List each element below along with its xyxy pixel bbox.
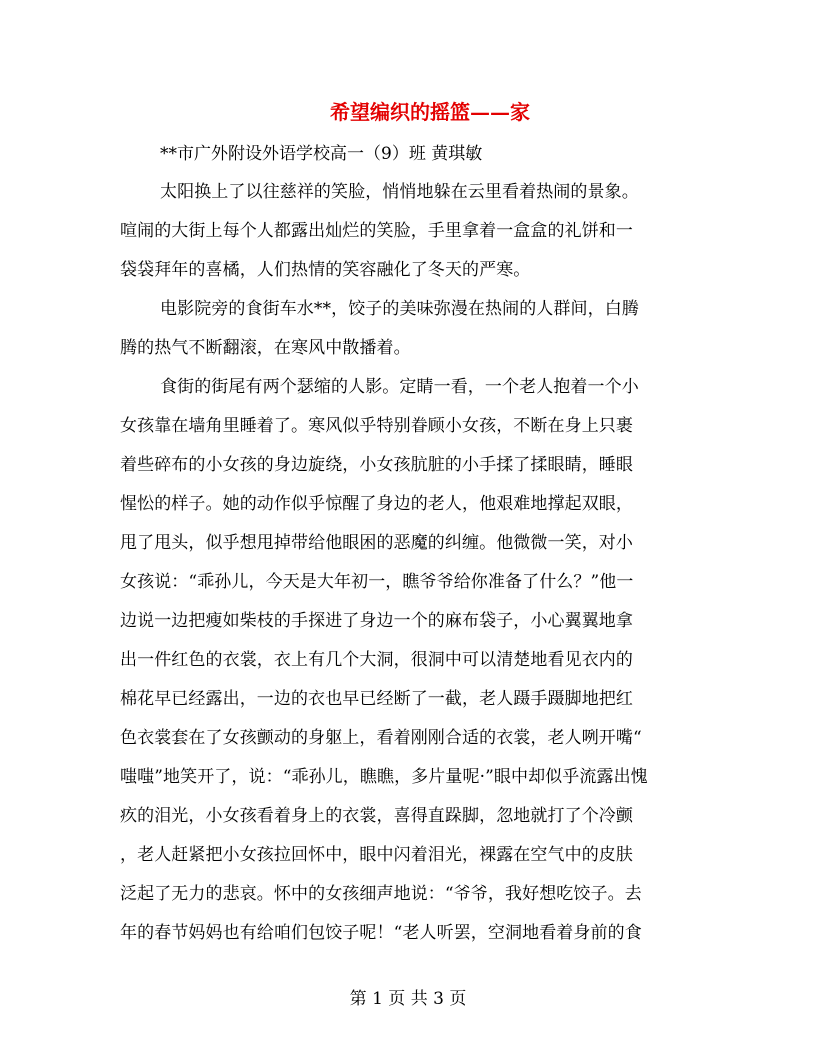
author-byline: **市广外附设外语学校高一（9）班 黄琪敏 [160,144,483,164]
paragraph-line: 边说一边把瘦如柴枝的手探进了身边一个的麻布袋子，小心翼翼地拿 [120,611,633,631]
paragraph-line: 疚的泪光，小女孩看着身上的衣裳，喜得直跺脚，忽地就打了个冷颤 [120,806,633,826]
paragraph-line: 女孩靠在墙角里睡着了。寒风似乎特别眷顾小女孩，不断在身上只裹 [120,416,633,436]
paragraph-line: 棉花早已经露出，一边的衣也早已经断了一截，老人蹑手蹑脚地把红 [120,689,633,709]
paragraph-line: 女孩说：“乖孙儿，今天是大年初一，瞧爷爷给你准备了什么？”他一 [120,572,634,592]
page-number-footer: 第 1 页 共 3 页 [349,989,467,1009]
paragraph-line: 泛起了无力的悲哀。怀中的女孩细声地说：“爷爷，我好想吃饺子。去 [120,884,642,904]
paragraph-line: 食街的街尾有两个瑟缩的人影。定睛一看，一个老人抱着一个小 [160,377,639,397]
paragraph-line: 出一件红色的衣裳，衣上有几个大洞，很洞中可以清楚地看见衣内的 [120,650,633,670]
document-title: 希望编织的摇篮——家 [330,100,530,124]
paragraph-line: 电影院旁的食街车水**，饺子的美味弥漫在热闹的人群间，白腾 [160,299,639,319]
paragraph-line: 惺忪的样子。她的动作似乎惊醒了身边的老人，他艰难地撑起双眼， [120,494,633,514]
paragraph-line: 甩了甩头，似乎想甩掉带给他眼困的恶魔的纠缠。他微微一笑，对小 [120,533,633,553]
paragraph-line: 色衣裳套在了女孩颤动的身躯上，看着刚刚合适的衣裳，老人咧开嘴“ [120,728,642,748]
paragraph-line: 太阳换上了以往慈祥的笑脸，悄悄地躲在云里看着热闹的景象。 [160,182,639,202]
paragraph-line: 腾的热气不断翻滚，在寒风中散播着。 [120,338,411,358]
paragraph-line: 嗤嗤”地笑开了，说：“乖孙儿，瞧瞧，多片量呢·”眼中却似乎流露出愧 [120,767,648,787]
paragraph-line: 喧闹的大街上每个人都露出灿烂的笑脸，手里拿着一盒盒的礼饼和一 [120,221,633,241]
paragraph-line: 年的春节妈妈也有给咱们包饺子呢！“老人听罢，空洞地看着身前的食 [120,923,642,943]
paragraph-line: ，老人赶紧把小女孩拉回怀中，眼中闪着泪光，裸露在空气中的皮肤 [120,845,633,865]
paragraph-line: 着些碎布的小女孩的身边旋绕，小女孩肮脏的小手揉了揉眼睛，睡眼 [120,455,633,475]
paragraph-line: 袋袋拜年的喜橘，人们热情的笑容融化了冬天的严寒。 [120,260,531,280]
